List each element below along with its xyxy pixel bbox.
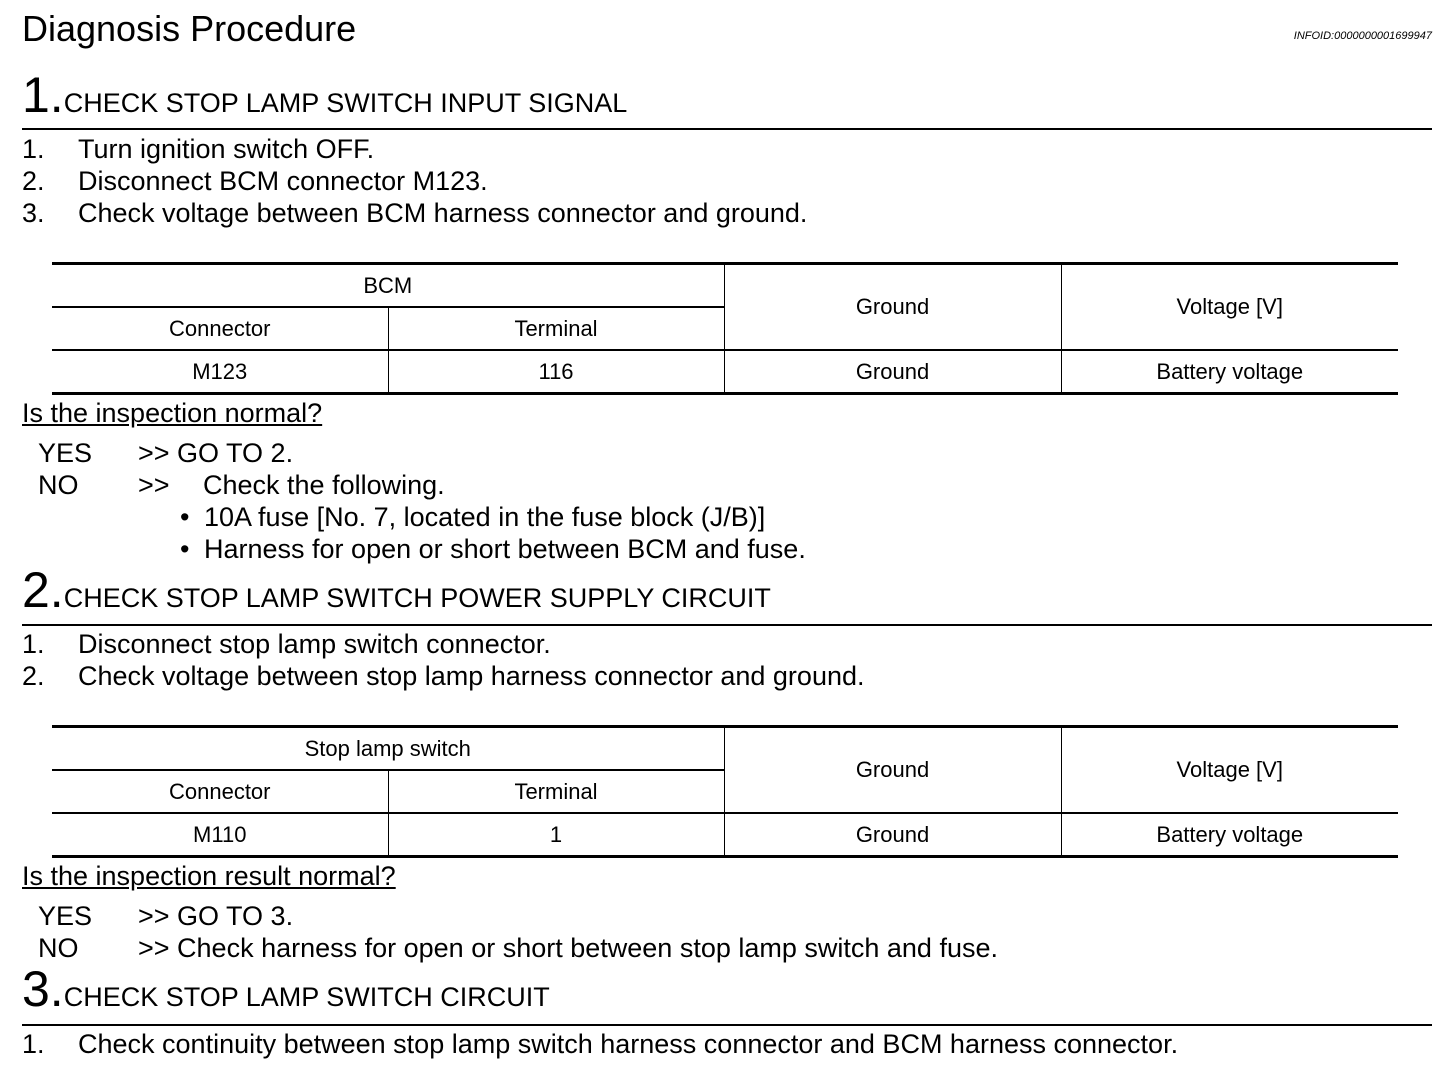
table-voltage-header: Voltage [V] bbox=[1061, 264, 1398, 351]
info-id: INFOID:0000000001699947 bbox=[1293, 30, 1432, 42]
step-3-item: 1. Check continuity between stop lamp switch harness connector and BCM harness connector. bbox=[22, 1029, 1179, 1059]
step-2-yes-label: YES bbox=[38, 901, 93, 931]
table-terminal-header: Terminal bbox=[388, 770, 724, 813]
step-1-yes-label: YES bbox=[38, 438, 93, 468]
step-1-title: CHECK STOP LAMP SWITCH INPUT SIGNAL bbox=[63, 88, 628, 118]
step-2-rule bbox=[22, 624, 1432, 626]
bullet-item: • bbox=[180, 502, 190, 532]
table-connector-cell: M110 bbox=[52, 813, 388, 857]
step-1-no-text: Check the following. bbox=[203, 470, 445, 500]
step-2-no-text: >> Check harness for open or short between stop lamp switch and fuse. bbox=[138, 933, 998, 963]
step-2-question: Is the inspection result normal? bbox=[22, 861, 396, 891]
table-ground-header: Ground bbox=[724, 727, 1061, 814]
stop-lamp-voltage-table bbox=[52, 725, 1398, 858]
table-connector-header: Connector bbox=[52, 770, 388, 813]
table-ground-header: Ground bbox=[724, 264, 1061, 351]
table-terminal-cell: 1 bbox=[388, 813, 724, 857]
table-voltage-cell: Battery voltage bbox=[1061, 350, 1398, 394]
table-ground-cell: Ground bbox=[724, 813, 1061, 857]
step-1-item: 3. Check voltage between BCM harness connector and ground. bbox=[22, 198, 808, 228]
table-terminal-header: Terminal bbox=[388, 307, 724, 350]
step-1-item: 1. Turn ignition switch OFF. bbox=[22, 134, 375, 164]
table-ground-cell: Ground bbox=[724, 350, 1061, 394]
step-1-number: 1. bbox=[22, 67, 64, 123]
table-voltage-cell: Battery voltage bbox=[1061, 813, 1398, 857]
table-group-header: Stop lamp switch bbox=[52, 727, 724, 771]
bullet-item: • bbox=[180, 534, 190, 564]
bcm-voltage-table bbox=[52, 262, 1398, 395]
table-voltage-header: Voltage [V] bbox=[1061, 727, 1398, 814]
step-3-rule bbox=[22, 1024, 1432, 1026]
step-2-item: 2. Check voltage between stop lamp harness connector and ground. bbox=[22, 661, 865, 691]
step-1-no-arrow: >> bbox=[138, 470, 170, 500]
step-2-heading bbox=[22, 562, 771, 618]
step-2-number: 2. bbox=[22, 562, 64, 618]
step-2-yes-text: >> GO TO 3. bbox=[138, 901, 294, 931]
table-terminal-cell: 116 bbox=[388, 350, 724, 394]
step-2-no-label: NO bbox=[38, 933, 79, 963]
table-connector-header: Connector bbox=[52, 307, 388, 350]
table-group-header: BCM bbox=[52, 264, 724, 308]
bullet-text: 10A fuse [No. 7, located in the fuse block (J/B)] bbox=[204, 502, 766, 532]
step-3-number: 3. bbox=[22, 961, 64, 1017]
step-1-item: 2. Disconnect BCM connector M123. bbox=[22, 166, 488, 196]
step-3-title: CHECK STOP LAMP SWITCH CIRCUIT bbox=[63, 982, 550, 1012]
step-2-title: CHECK STOP LAMP SWITCH POWER SUPPLY CIRCUIT bbox=[63, 583, 771, 613]
page-title: Diagnosis Procedure bbox=[22, 8, 357, 49]
step-1-heading bbox=[22, 67, 628, 123]
step-1-rule bbox=[22, 128, 1432, 130]
step-3-heading bbox=[22, 961, 550, 1017]
table-connector-cell: M123 bbox=[52, 350, 388, 394]
step-1-yes-text: >> GO TO 2. bbox=[138, 438, 294, 468]
bullet-text: Harness for open or short between BCM and fuse. bbox=[204, 534, 806, 564]
step-1-no-label: NO bbox=[38, 470, 79, 500]
step-2-item: 1. Disconnect stop lamp switch connector. bbox=[22, 629, 551, 659]
step-1-question: Is the inspection normal? bbox=[22, 398, 323, 428]
